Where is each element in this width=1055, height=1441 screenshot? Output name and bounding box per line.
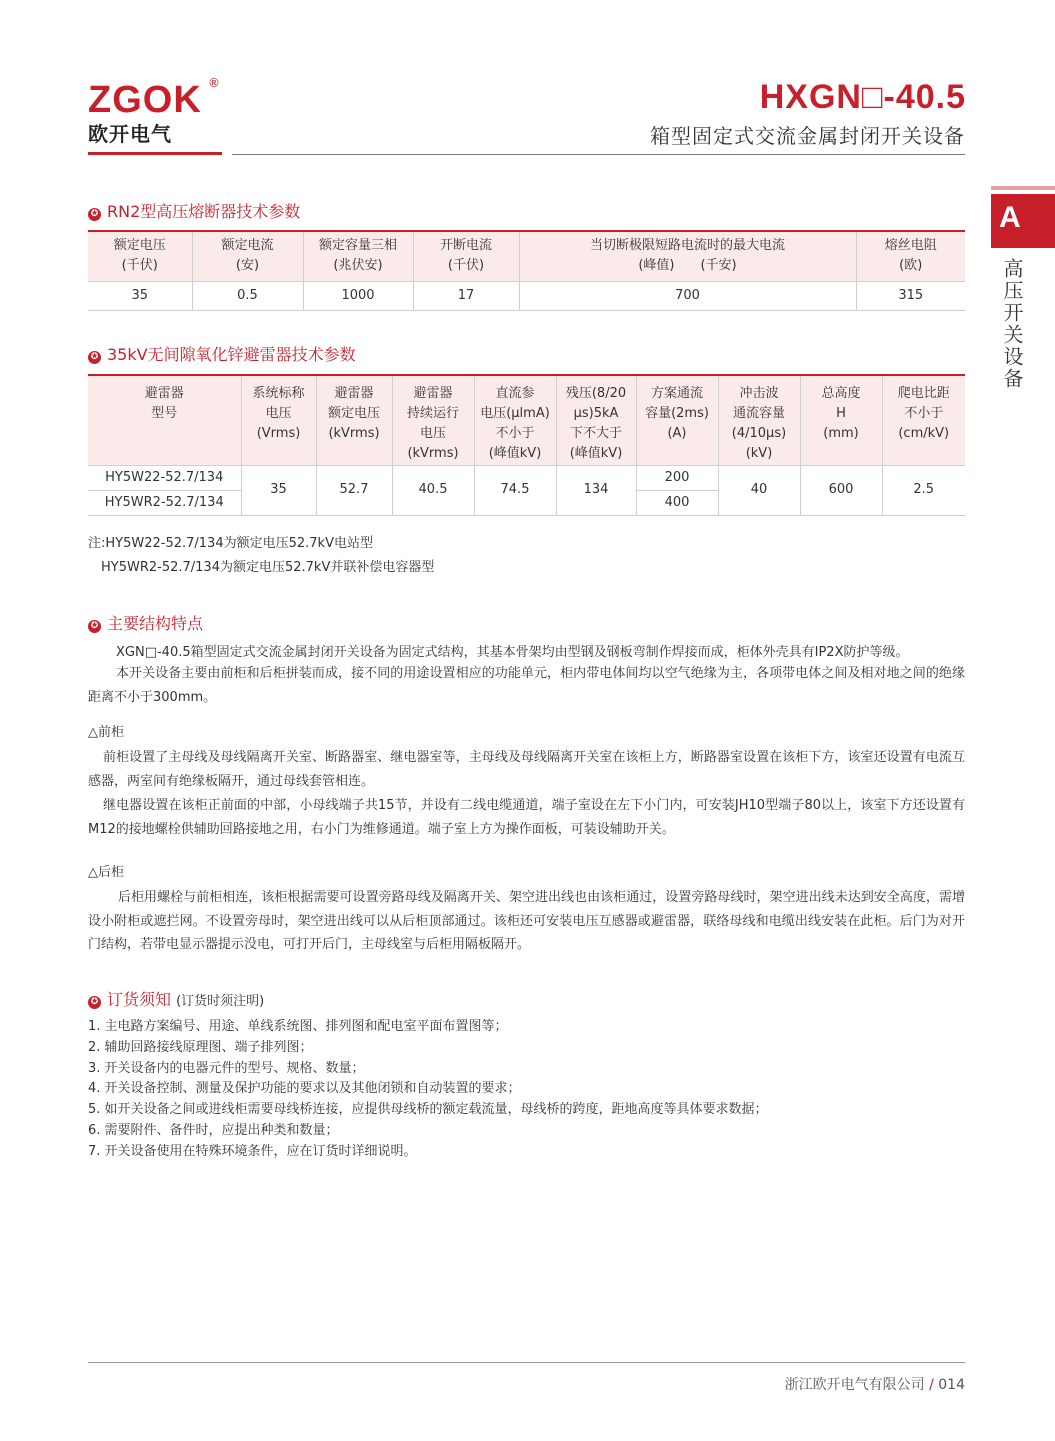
company-name: 浙江欧开电气有限公司 bbox=[784, 1377, 925, 1393]
table-cell: 17 bbox=[413, 281, 519, 310]
list-item: 4. 开关设备控制、测量及保护功能的要求以及其他闭锁和自动装置的要求； bbox=[88, 1081, 521, 1097]
rear-cabinet-label: △后柜 bbox=[88, 865, 124, 880]
header-cell: 额定电压 (千伏) bbox=[88, 231, 192, 281]
arrester-section-title: ✪ 35kV无间隙氧化锌避雷器技术参数 bbox=[88, 342, 356, 365]
header-cell: 方案通流 容量(2ms) (A) bbox=[636, 375, 718, 465]
rn2-section-title: ✪ RN2型高压熔断器技术参数 bbox=[88, 199, 300, 222]
header-divider bbox=[232, 154, 965, 155]
table-cell: 40.5 bbox=[392, 465, 474, 515]
section-tab-label: 高压开关设备 bbox=[1000, 258, 1024, 390]
table-cell: 52.7 bbox=[316, 465, 392, 515]
header-cell: 系统标称 电压 (Vrms) bbox=[241, 375, 316, 465]
footer-separator: / bbox=[929, 1377, 934, 1393]
header-cell: 总高度 H (mm) bbox=[800, 375, 882, 465]
header-cell: 避雷器 额定电压 (kVrms) bbox=[316, 375, 392, 465]
table-cell: HY5W22-52.7/134 bbox=[88, 465, 241, 490]
header-cell: 冲击波 通流容量 (4/10μs) (kV) bbox=[718, 375, 800, 465]
list-item: 5. 如开关设备之间或进线柜需要母线桥连接，应提供母线桥的额定载流量，母线桥的跨度，距地高度等具体要求数据； bbox=[88, 1102, 768, 1118]
header-cell: 熔丝电阻 (欧) bbox=[856, 231, 965, 281]
table-cell: 400 bbox=[636, 490, 718, 515]
header-cell: 直流参 电压(μlmA) 不小于 (峰值kV) bbox=[474, 375, 556, 465]
product-model: HXGN□-40.5 bbox=[759, 78, 966, 116]
star-icon: ✪ bbox=[88, 351, 101, 364]
order-section-title: ✪ 订货须知 (订货时须注明) bbox=[88, 987, 264, 1010]
page-number: 014 bbox=[938, 1377, 965, 1393]
header-cell: 残压(8/20 μs)5kA 下不大于 (峰值kV) bbox=[556, 375, 636, 465]
table-cell: 35 bbox=[241, 465, 316, 515]
table-cell: 700 bbox=[519, 281, 856, 310]
list-item: 3. 开关设备内的电器元件的型号、规格、数量； bbox=[88, 1060, 365, 1076]
product-subtitle: 箱型固定式交流金属封闭开关设备 bbox=[650, 124, 965, 148]
star-icon: ✪ bbox=[88, 620, 101, 633]
footer bbox=[785, 1374, 965, 1394]
header-cell: 当切断极限短路电流时的最大电流 (峰值) (千安) bbox=[519, 231, 856, 281]
star-icon: ✪ bbox=[88, 996, 101, 1009]
structure-paragraph-2: 本开关设备主要由前柜和后柜拼装而成，接不同的用途设置相应的功能单元，柜内带电体间均以空气绝缘为主，各项带电体之间及相对地之间的绝缘距离不小于300mm。 bbox=[88, 666, 965, 705]
header-cell: 爬电比距 不小于 (cm/kV) bbox=[882, 375, 965, 465]
header-cell: 额定电流 (安) bbox=[192, 231, 303, 281]
table-cell: 600 bbox=[800, 465, 882, 515]
table-cell: 134 bbox=[556, 465, 636, 515]
header-cell: 额定容量三相 (兆伏安) bbox=[303, 231, 413, 281]
list-item: 2. 辅助回路接线原理图、端子排列图； bbox=[88, 1039, 313, 1055]
side-tab-accent bbox=[991, 186, 1055, 190]
footer-divider bbox=[88, 1362, 965, 1363]
brand-name-cn: 欧开电气 bbox=[88, 122, 172, 146]
table-cell: 35 bbox=[88, 281, 192, 310]
front-cabinet-paragraph-1: 前柜设置了主母线及母线隔离开关室、断路器室、继电器室等，主母线及母线隔离开关室在该柜上方，断路器室设置在该柜下方，该室还设置有电流互感器，两室间有绝缘板隔开，通过母线套管相连。 bbox=[88, 750, 965, 789]
note-line-2: HY5WR2-52.7/134为额定电压52.7kV并联补偿电容器型 bbox=[101, 560, 435, 575]
table-cell: 74.5 bbox=[474, 465, 556, 515]
rn2-parameter-table bbox=[88, 230, 965, 311]
star-icon: ✪ bbox=[88, 208, 101, 221]
order-list bbox=[88, 1017, 768, 1163]
arrester-parameter-table bbox=[88, 374, 965, 516]
brand-logo: ZGOK bbox=[88, 79, 202, 121]
table-cell: 200 bbox=[636, 465, 718, 490]
front-cabinet-paragraph-2: 继电器设置在该柜正前面的中部，小母线端子共15节，并设有二线电缆通道，端子室设在左下小门内，可安装JH10型端子80以上，该室下方还设置有M12的接地螺栓供辅助回路接地之用，右小门为维修通道。端子室上方为操作面板，可装设辅助开关。 bbox=[88, 798, 965, 837]
header-cell: 避雷器 持续运行 电压 (kVrms) bbox=[392, 375, 474, 465]
logo-underline bbox=[88, 152, 222, 155]
structure-section-title: ✪ 主要结构特点 bbox=[88, 611, 203, 634]
table-cell: 0.5 bbox=[192, 281, 303, 310]
front-cabinet-label: △前柜 bbox=[88, 725, 124, 740]
table-cell: HY5WR2-52.7/134 bbox=[88, 490, 241, 515]
list-item: 1. 主电路方案编号、用途、单线系统图、排列图和配电室平面布置图等； bbox=[88, 1019, 508, 1034]
section-tab-letter: A bbox=[991, 194, 1055, 248]
list-item: 7. 开关设备使用在特殊环境条件，应在订货时详细说明。 bbox=[88, 1143, 417, 1159]
table-cell: 40 bbox=[718, 465, 800, 515]
order-section-note: (订货时须注明) bbox=[176, 994, 265, 1009]
header-cell: 避雷器 型号 bbox=[88, 375, 241, 465]
rear-cabinet-paragraph: 后柜用螺栓与前柜相连，该柜根据需要可设置旁路母线及隔离开关、架空进出线也由该柜通过，设置旁路母线时，架空进出线未达到安全高度，需增设小附柜或遮拦网。不设置旁母时，架空进出线可以从后柜顶部通过。该柜还可安装电压互感器或避雷器，联络母线和电缆出线安装在此柜。后门为对开门结构，若带电显示器提示没电，可打开后门，主母线室与后柜用隔板隔开。 bbox=[88, 890, 965, 952]
structure-paragraph-1: XGN□-40.5箱型固定式交流金属封闭开关设备为固定式结构，其基本骨架均由型钢及钢板弯制作焊接而成，柜体外壳具有IP2X防护等级。 bbox=[116, 645, 909, 660]
table-cell: 2.5 bbox=[882, 465, 965, 515]
header-cell: 开断电流 (千伏) bbox=[413, 231, 519, 281]
table-cell: 1000 bbox=[303, 281, 413, 310]
note-line-1: 注:HY5W22-52.7/134为额定电压52.7kV电站型 bbox=[88, 536, 373, 551]
table-cell: 315 bbox=[856, 281, 965, 310]
list-item: 6. 需要附件、备件时，应提出种类和数量； bbox=[88, 1122, 339, 1138]
registered-mark: ® bbox=[208, 76, 220, 90]
